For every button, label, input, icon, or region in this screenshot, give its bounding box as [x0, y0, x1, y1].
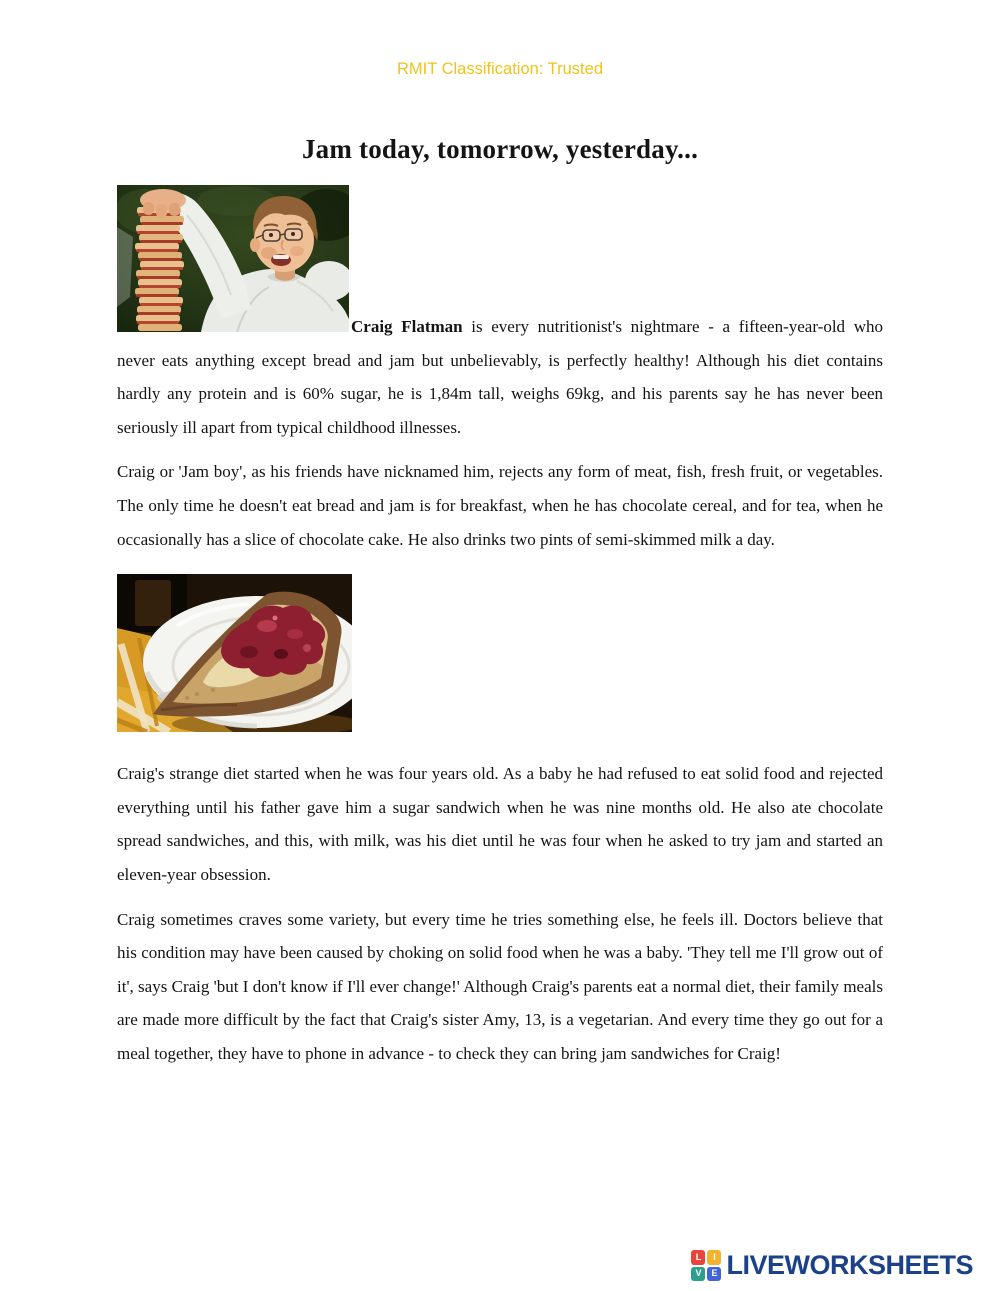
article-body — [117, 185, 883, 1082]
article-paragraph-1 — [117, 185, 883, 444]
logo-tile-i: I — [707, 1250, 721, 1265]
article-paragraph-3: Craig's strange diet started when he was four years old. As a baby he had refused to eat solid food and rejected everything until his father gave him a sugar sandwich when he was nine months old. He also ate chocolate spread sandwiches, and this, with milk, was his diet until he was four when he asked to try jam and started an eleven-year obsession. — [117, 764, 883, 884]
article-paragraph-4: Craig sometimes craves some variety, but every time he tries something else, he feels ill. Doctors believe that his condition may have been caused by choking on solid food when he was a baby. 'They tell me I'll grow out of it', says Craig 'but I don't know if I'll ever change!' Although Craig's parents eat a normal diet, their family meals are made more difficult by the fact that Craig's sister Amy, 13, is a vegetarian. And every time they go out for a meal together, they have to phone in advance - to check they can bring jam sandwiches for Craig! — [117, 909, 883, 1063]
toast-with-jam-image — [117, 574, 352, 732]
logo-tile-e: E — [707, 1267, 721, 1282]
article-title: Jam today, tomorrow, yesterday... — [301, 134, 699, 164]
liveworksheets-logo-icon — [691, 1250, 721, 1281]
liveworksheets-wordmark: LIVEWORKSHEETS — [726, 1250, 973, 1280]
boy-with-sandwich-stack-image — [117, 185, 349, 332]
logo-tile-v: V — [691, 1267, 705, 1282]
liveworksheets-logo[interactable] — [691, 1250, 973, 1281]
classification-banner: RMIT Classification: Trusted — [396, 60, 603, 78]
paragraph-lead-name: Craig Flatman — [351, 317, 463, 336]
paragraph-text: is every nutritionist's nightmare - a fifteen-year-old who never eats anything except bread and jam but unbelievably, is perfectly healthy! Although his diet contains hardly any protein and is 60% sugar, he is 1,84m tall, weighs 69kg, and his parents say he has never been seriously ill apart from typical childhood illnesses. — [117, 317, 883, 437]
toast-with-jam-figure — [117, 574, 883, 732]
article-paragraph-2: Craig or 'Jam boy', as his friends have nicknamed him, rejects any form of meat, fish, fresh fruit, or vegetables. The only time he doesn't eat bread and jam is for breakfast, when he has chocolate cereal, and for tea, when he occasionally has a slice of chocolate cake. He also drinks two pints of semi-skimmed milk a day. — [117, 462, 883, 549]
logo-tile-l: L — [691, 1250, 705, 1265]
